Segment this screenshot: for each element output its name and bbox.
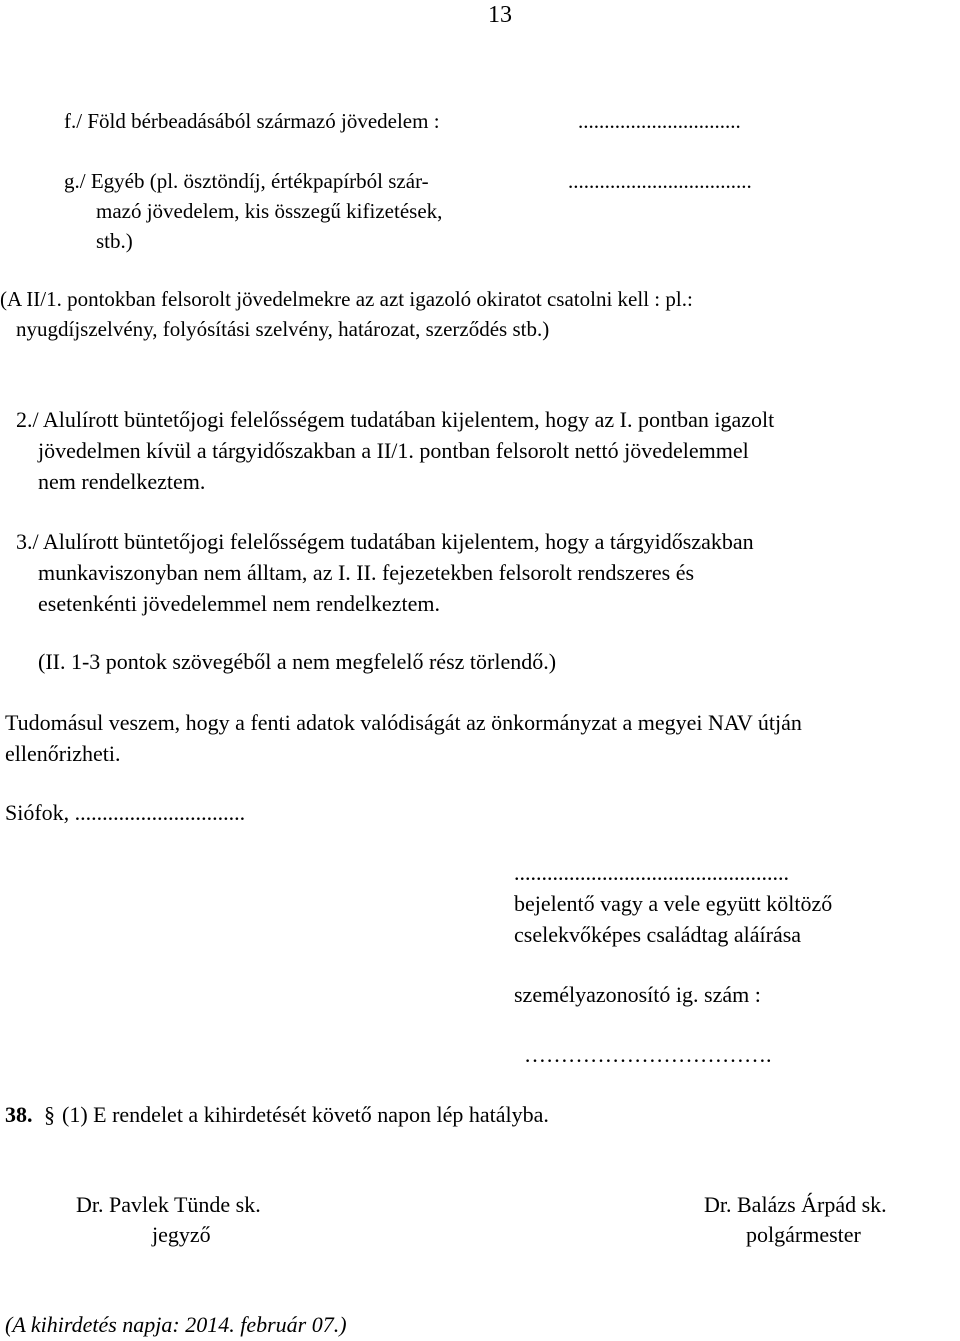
- signature-line1: bejelentő vagy a vele együtt költöző: [514, 891, 833, 916]
- statement2-line1: 2./ Alulírott büntetőjogi felelősségem tudatában kijelentem, hogy az I. pontban igazolt: [16, 407, 775, 432]
- signer-right-title: polgármester: [746, 1222, 861, 1247]
- section-number: 38.: [5, 1102, 33, 1127]
- statement2-line3: nem rendelkeztem.: [38, 469, 206, 494]
- income-f-value: ...............................: [578, 109, 741, 133]
- attach-note-line1: (A II/1. pontokban felsorolt jövedelmekre az azt igazoló okiratot csatolni kell : pl.:: [0, 287, 693, 311]
- publication-date: (A kihirdetés napja: 2014. február 07.): [5, 1312, 347, 1337]
- strike-note: (II. 1-3 pontok szövegéből a nem megfelelő rész törlendő.): [38, 649, 557, 674]
- id-number-dots: …………………………….: [524, 1042, 772, 1067]
- acknowledge-line2: ellenőrizheti.: [5, 741, 121, 766]
- signer-left-title: jegyző: [152, 1222, 211, 1247]
- attach-note-line2: nyugdíjszelvény, folyósítási szelvény, határozat, szerződés stb.): [16, 317, 550, 341]
- place-date: Siófok, ...............................: [5, 800, 246, 825]
- income-g-line2: mazó jövedelem, kis összegű kifizetések,: [96, 199, 443, 223]
- income-g-value: ...................................: [568, 169, 752, 193]
- acknowledge-line1: Tudomásul veszem, hogy a fenti adatok valódiságát az önkormányzat a megyei NAV útján: [5, 710, 802, 735]
- signer-right-name: Dr. Balázs Árpád sk.: [704, 1192, 887, 1217]
- income-g-line3: stb.): [96, 229, 133, 253]
- statement2-line2: jövedelmen kívül a tárgyidőszakban a II/1. pontban felsorolt nettó jövedelemmel: [38, 438, 749, 463]
- statement3-line2: munkaviszonyban nem álltam, az I. II. fejezetekben felsorolt rendszeres és: [38, 560, 695, 585]
- id-number-label: személyazonosító ig. szám :: [514, 982, 761, 1007]
- signer-left-name: Dr. Pavlek Tünde sk.: [76, 1192, 261, 1217]
- income-f-label: f./ Föld bérbeadásából származó jövedelem :: [64, 109, 440, 133]
- section-symbol: §: [44, 1102, 55, 1127]
- signature-dots: ..................................................: [514, 860, 789, 885]
- section-text: (1) E rendelet a kihirdetését követő napon lép hatályba.: [62, 1102, 549, 1127]
- income-g-line1: g./ Egyéb (pl. ösztöndíj, értékpapírból szár-: [64, 169, 429, 193]
- statement3-line3: esetenkénti jövedelemmel nem rendelkeztem.: [38, 591, 440, 616]
- statement3-line1: 3./ Alulírott büntetőjogi felelősségem tudatában kijelentem, hogy a tárgyidőszakban: [16, 529, 754, 554]
- signature-line2: cselekvőképes családtag aláírása: [514, 922, 802, 947]
- page-number: 13: [488, 2, 512, 28]
